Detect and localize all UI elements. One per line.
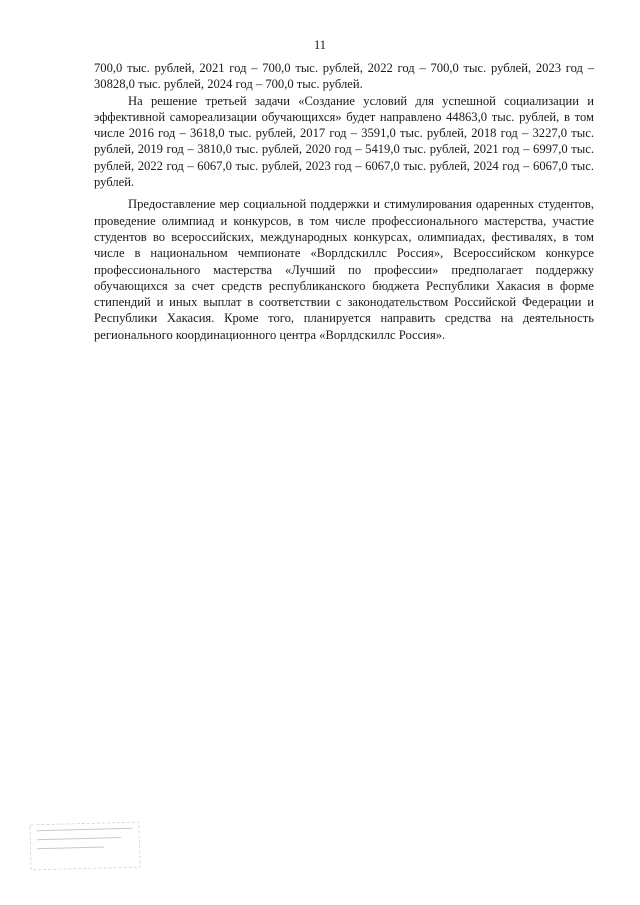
stamp-icon bbox=[29, 822, 140, 871]
document-body bbox=[94, 60, 594, 343]
stamp-line bbox=[37, 828, 133, 832]
page-number: 11 bbox=[313, 38, 327, 52]
stamp-line bbox=[37, 837, 121, 840]
paragraph-continuation: 700,0 тыс. рублей, 2021 год – 700,0 тыс. рублей, 2022 год – 700,0 тыс. рублей, 2023 год – 30828,0 тыс. рублей, 2024 год – 700,0 тыс. рублей. bbox=[94, 61, 594, 92]
paragraph-third-task-funding: На решение третьей задачи «Создание условий для успешной социализации и эффективной самореализации обучающихся» будет направлено 44863,0 тыс. рублей, в том числе 2016 год – 3618,0 тыс. рублей, 2017 год – 3591,0 тыс. рублей, 2018 год – 3227,0 тыс. рублей, 2019 год – 3810,0 тыс. рублей, 2020 год – 5419,0 тыс. рублей, 2021 год – 6997,0 тыс. рублей, 2022 год – 6067,0 тыс. рублей, 2023 год – 6067,0 тыс. рублей, 2024 год – 6067,0 тыс. рублей. bbox=[94, 93, 594, 190]
stamp-line bbox=[37, 846, 104, 849]
paragraph-student-support: Предоставление мер социальной поддержки и стимулирования одаренных студентов, проведение олимпиад и конкурсов, в том числе профессионального мастерства, участие студентов во всероссийских, международных конкурсах, олимпиадах, фестивалях, в том числе в национальном чемпионате «Ворлдскиллс Россия», Всероссийском конкурсе профессионального мастерства «Лучший по профессии» предполагает поддержку обучающихся за счет средств республиканского бюджета Республики Хакасия в форме стипендий и иных выплат в соответствии с законодательством Российской Федерации и Республики Хакасия. Кроме того, планируется направить средства на деятельность регионального координационного центра «Ворлдскиллс Россия». bbox=[94, 197, 594, 342]
